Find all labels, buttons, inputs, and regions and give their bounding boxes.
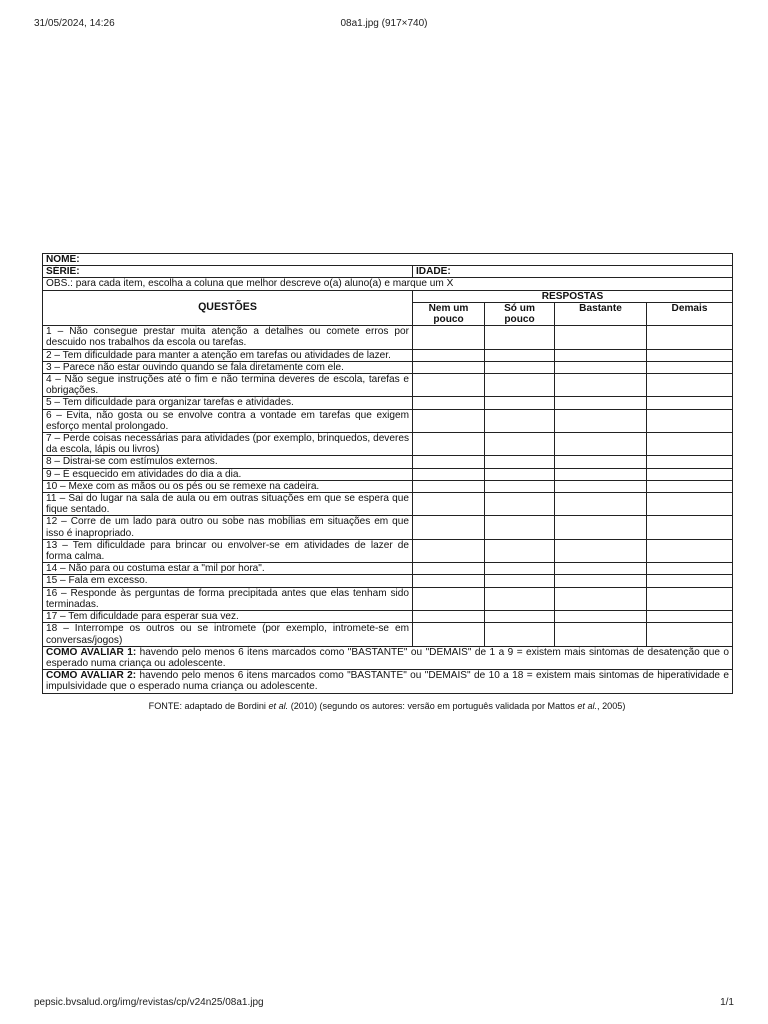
col-nem-um-pouco: Nem um pouco [413, 302, 485, 325]
col-bastante: Bastante [555, 302, 647, 325]
answer-cell-bastante[interactable] [555, 563, 647, 575]
answer-cell-demais[interactable] [647, 587, 733, 610]
answer-cell-nem-um-pouco[interactable] [413, 397, 485, 409]
question-text: 18 – Interrompe os outros ou se intromete (por exemplo, intromete-se em conversas/jogos) [43, 623, 413, 646]
answer-cell-bastante[interactable] [555, 326, 647, 349]
question-row [43, 349, 733, 361]
question-row [43, 397, 733, 409]
question-row [43, 539, 733, 562]
answer-cell-so-um-pouco[interactable] [485, 563, 555, 575]
answer-cell-so-um-pouco[interactable] [485, 326, 555, 349]
question-row [43, 623, 733, 646]
col-demais: Demais [647, 302, 733, 325]
question-text: 12 – Corre de um lado para outro ou sobe nas mobílias em situações em que isso é inapropriado. [43, 516, 413, 539]
nome-label: NOME: [43, 254, 733, 266]
answer-cell-demais[interactable] [647, 433, 733, 456]
answer-cell-so-um-pouco[interactable] [485, 397, 555, 409]
source-prefix: FONTE: adaptado de Bordini [148, 700, 269, 711]
answer-cell-so-um-pouco[interactable] [485, 575, 555, 587]
answer-cell-bastante[interactable] [555, 349, 647, 361]
source-suffix: , 2005) [597, 700, 626, 711]
respostas-row [43, 290, 733, 302]
answer-cell-nem-um-pouco[interactable] [413, 575, 485, 587]
answer-cell-demais[interactable] [647, 409, 733, 432]
questoes-header: QUESTÕES [43, 290, 413, 326]
answer-cell-so-um-pouco[interactable] [485, 374, 555, 397]
print-datetime: 31/05/2024, 14:26 [34, 18, 115, 29]
answer-cell-demais[interactable] [647, 623, 733, 646]
answer-cell-demais[interactable] [647, 468, 733, 480]
answer-cell-nem-um-pouco[interactable] [413, 623, 485, 646]
answer-cell-demais[interactable] [647, 374, 733, 397]
answer-cell-so-um-pouco[interactable] [485, 480, 555, 492]
answer-cell-nem-um-pouco[interactable] [413, 409, 485, 432]
answer-cell-demais[interactable] [647, 539, 733, 562]
question-row [43, 361, 733, 373]
question-row [43, 575, 733, 587]
como-avaliar-1-text: havendo pelo menos 6 itens marcados como "BASTANTE" ou "DEMAIS" de 1 a 9 = existem mais sintomas de desatenção que o esperado numa criança ou adolescente. [46, 646, 730, 669]
como-avaliar-2-label: COMO AVALIAR 2: [46, 670, 137, 682]
answer-cell-demais[interactable] [647, 611, 733, 623]
question-text: 10 – Mexe com as mãos ou os pés ou se remexe na cadeira. [43, 480, 413, 492]
answer-cell-bastante[interactable] [555, 539, 647, 562]
obs-row [43, 278, 733, 290]
answer-cell-nem-um-pouco[interactable] [413, 326, 485, 349]
answer-cell-so-um-pouco[interactable] [485, 456, 555, 468]
answer-cell-bastante[interactable] [555, 397, 647, 409]
answer-cell-so-um-pouco[interactable] [485, 349, 555, 361]
question-text: 9 – É esquecido em atividades do dia a dia. [43, 468, 413, 480]
serie-row [43, 266, 733, 278]
answer-cell-demais[interactable] [647, 349, 733, 361]
source-middle: (2010) (segundo os autores: versão em português validada por Mattos [288, 700, 578, 711]
answer-cell-bastante[interactable] [555, 516, 647, 539]
question-text: 8 – Distrai-se com estímulos externos. [43, 456, 413, 468]
answer-cell-so-um-pouco[interactable] [485, 623, 555, 646]
answer-cell-nem-um-pouco[interactable] [413, 516, 485, 539]
respostas-header: RESPOSTAS [413, 290, 733, 302]
answer-cell-bastante[interactable] [555, 611, 647, 623]
question-text: 7 – Perde coisas necessárias para atividades (por exemplo, brinquedos, deveres da escola, lápis ou livros) [43, 433, 413, 456]
answer-cell-demais[interactable] [647, 493, 733, 516]
answer-cell-demais[interactable] [647, 516, 733, 539]
question-text: 4 – Não segue instruções até o fim e não termina deveres de escola, tarefas e obrigações. [43, 374, 413, 397]
answer-cell-so-um-pouco[interactable] [485, 493, 555, 516]
question-row [43, 326, 733, 349]
print-url: pepsic.bvsalud.org/img/revistas/cp/v24n25/08a1.jpg [34, 997, 264, 1008]
answer-cell-nem-um-pouco[interactable] [413, 468, 485, 480]
question-row [43, 587, 733, 610]
answer-cell-so-um-pouco[interactable] [485, 539, 555, 562]
questionnaire-document [42, 253, 732, 712]
answer-cell-bastante[interactable] [555, 493, 647, 516]
question-text: 15 – Fala em excesso. [43, 575, 413, 587]
answer-cell-bastante[interactable] [555, 374, 647, 397]
answer-cell-so-um-pouco[interactable] [485, 611, 555, 623]
obs-text: OBS.: para cada item, escolha a coluna que melhor descreve o(a) aluno(a) e marque um X [43, 278, 733, 290]
answer-cell-nem-um-pouco[interactable] [413, 433, 485, 456]
question-row [43, 468, 733, 480]
answer-cell-demais[interactable] [647, 397, 733, 409]
question-row [43, 493, 733, 516]
answer-cell-nem-um-pouco[interactable] [413, 563, 485, 575]
answer-cell-demais[interactable] [647, 575, 733, 587]
answer-cell-nem-um-pouco[interactable] [413, 349, 485, 361]
answer-cell-nem-um-pouco[interactable] [413, 361, 485, 373]
question-text: 6 – Evita, não gosta ou se envolve contra a vontade em tarefas que exigem esforço mental prolongado. [43, 409, 413, 432]
question-text: 14 – Não para ou costuma estar a "mil por hora". [43, 563, 413, 575]
source-etal-1: et al. [268, 700, 289, 711]
como-avaliar-2-text: havendo pelo menos 6 itens marcados como "BASTANTE" ou "DEMAIS" de 10 a 18 = existem mais sintomas de hiperatividade e impulsividade que o esperado numa criança ou adolescente. [46, 670, 730, 693]
question-text: 17 – Tem dificuldade para esperar sua vez. [43, 611, 413, 623]
question-row [43, 456, 733, 468]
answer-cell-demais[interactable] [647, 456, 733, 468]
print-title: 08a1.jpg (917×740) [340, 18, 428, 29]
como-avaliar-1 [43, 646, 733, 669]
question-row [43, 480, 733, 492]
answer-cell-bastante[interactable] [555, 433, 647, 456]
answer-cell-demais[interactable] [647, 563, 733, 575]
answer-cell-so-um-pouco[interactable] [485, 361, 555, 373]
question-text: 1 – Não consegue prestar muita atenção a detalhes ou comete erros por descuido nos trabalhos da escola ou tarefas. [43, 326, 413, 349]
answer-cell-nem-um-pouco[interactable] [413, 493, 485, 516]
question-text: 11 – Sai do lugar na sala de aula ou em outras situações em que se espera que fique sentado. [43, 493, 413, 516]
answer-cell-bastante[interactable] [555, 587, 647, 610]
answer-cell-so-um-pouco[interactable] [485, 468, 555, 480]
answer-cell-demais[interactable] [647, 326, 733, 349]
answer-cell-bastante[interactable] [555, 480, 647, 492]
question-row [43, 433, 733, 456]
answer-cell-nem-um-pouco[interactable] [413, 539, 485, 562]
answer-cell-bastante[interactable] [555, 456, 647, 468]
answer-cell-bastante[interactable] [555, 623, 647, 646]
question-text: 16 – Responde às perguntas de forma precipitada antes que elas tenham sido terminadas. [43, 587, 413, 610]
answer-cell-demais[interactable] [647, 361, 733, 373]
serie-label: SÉRIE: [43, 266, 413, 278]
source-etal-2: et al. [577, 700, 598, 711]
como-avaliar-1-row [43, 646, 733, 669]
answer-cell-so-um-pouco[interactable] [485, 433, 555, 456]
col-so-um-pouco: Só um pouco [485, 302, 555, 325]
nome-row [43, 254, 733, 266]
question-row [43, 409, 733, 432]
answer-cell-nem-um-pouco[interactable] [413, 456, 485, 468]
answer-cell-bastante[interactable] [555, 361, 647, 373]
question-text: 2 – Tem dificuldade para manter a atenção em tarefas ou atividades de lazer. [43, 349, 413, 361]
answer-cell-nem-um-pouco[interactable] [413, 587, 485, 610]
question-text: 5 – Tem dificuldade para organizar tarefas e atividades. [43, 397, 413, 409]
questionnaire-table [42, 253, 733, 694]
idade-label: IDADE: [413, 266, 733, 278]
answer-cell-demais[interactable] [647, 480, 733, 492]
answer-cell-so-um-pouco[interactable] [485, 516, 555, 539]
question-row [43, 563, 733, 575]
answer-cell-nem-um-pouco[interactable] [413, 611, 485, 623]
answer-cell-so-um-pouco[interactable] [485, 409, 555, 432]
question-row [43, 611, 733, 623]
answer-cell-nem-um-pouco[interactable] [413, 480, 485, 492]
question-row [43, 374, 733, 397]
question-text: 13 – Tem dificuldade para brincar ou envolver-se em atividades de lazer de forma calma. [43, 539, 413, 562]
source-note [42, 701, 732, 712]
print-page-number: 1/1 [720, 997, 734, 1008]
como-avaliar-1-label: COMO AVALIAR 1: [46, 646, 137, 658]
answer-cell-nem-um-pouco[interactable] [413, 374, 485, 397]
como-avaliar-2 [43, 670, 733, 693]
answer-cell-bastante[interactable] [555, 575, 647, 587]
answer-cell-bastante[interactable] [555, 468, 647, 480]
question-row [43, 516, 733, 539]
answer-cell-so-um-pouco[interactable] [485, 587, 555, 610]
question-text: 3 – Parece não estar ouvindo quando se fala diretamente com ele. [43, 361, 413, 373]
como-avaliar-2-row [43, 670, 733, 693]
answer-cell-bastante[interactable] [555, 409, 647, 432]
